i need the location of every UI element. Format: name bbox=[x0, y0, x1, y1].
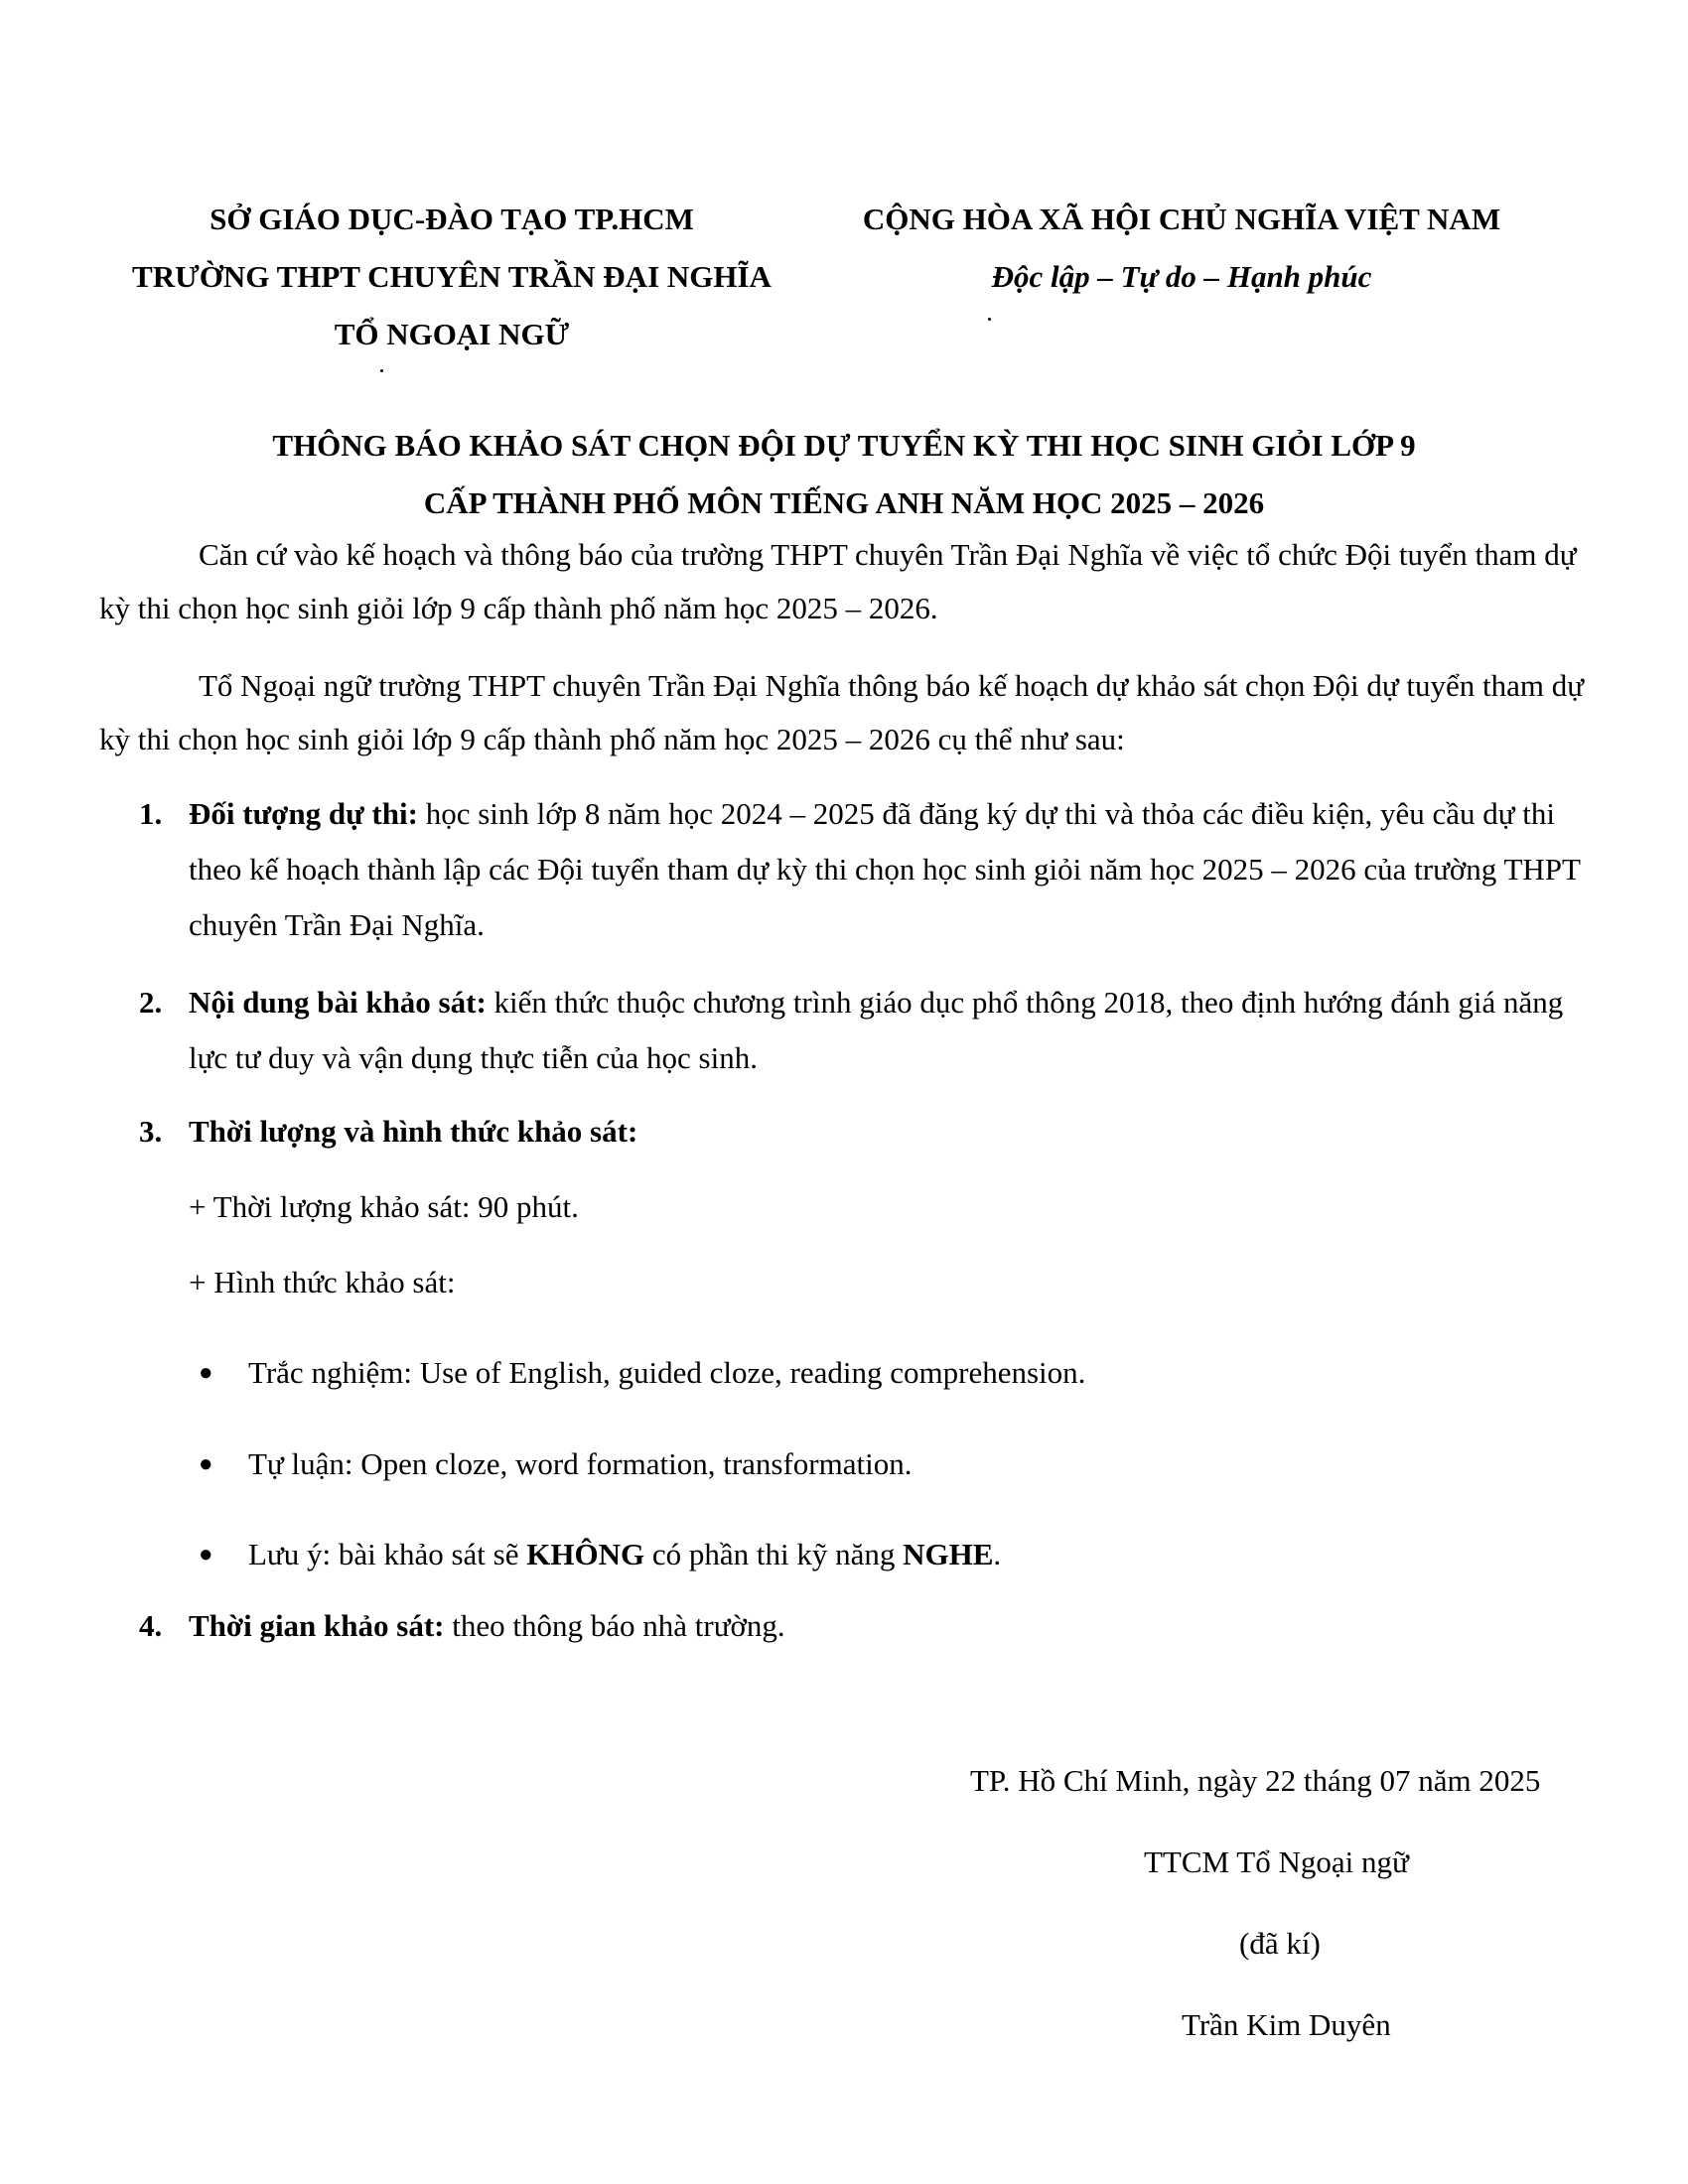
signer-position: TTCM Tổ Ngoại ngữ bbox=[1144, 1844, 1409, 1879]
bullet-dot-icon: ● bbox=[199, 1542, 213, 1568]
faculty-name: TỔ NGOẠI NGỮ bbox=[334, 317, 570, 351]
bullet-dot-icon: ● bbox=[199, 1360, 213, 1386]
national-motto: Độc lập – Tự do – Hạnh phúc bbox=[991, 259, 1372, 294]
bullet-emphasis-not: KHÔNG bbox=[526, 1537, 645, 1571]
item-number: 1. bbox=[139, 796, 163, 831]
item-label: Nội dung bài khảo sát: bbox=[189, 985, 487, 1020]
nation-name: CỘNG HÒA XÃ HỘI CHỦ NGHĨA VIỆT NAM bbox=[862, 202, 1501, 236]
bullet-dot-icon: ● bbox=[199, 1451, 213, 1477]
issuing-agency-header bbox=[94, 191, 809, 363]
bullet-emphasis-listening: NGHE bbox=[903, 1537, 994, 1571]
bullet-text: Tự luận: Open cloze, word formation, transformation. bbox=[248, 1446, 913, 1481]
list-item-1 bbox=[139, 786, 1589, 953]
title-line-1: THÔNG BÁO KHẢO SÁT CHỌN ĐỘI DỰ TUYỂN KỲ THI HỌC SINH GIỎI LỚP 9 bbox=[272, 428, 1416, 463]
place-and-date: TP. Hồ Chí Minh, ngày 22 tháng 07 năm 2025 bbox=[970, 1763, 1541, 1798]
item-text: học sinh lớp 8 năm học 2024 – 2025 đã đăng ký dự thi và thỏa các điều kiện, yêu cầu dự thi theo kế hoạch thành lập các Đội tuyển tham dự kỳ thi chọn học sinh giỏi năm học 2025 – 2026 của trường THPT chuyên Trần Đại Nghĩa. bbox=[189, 796, 1581, 942]
list-item-2 bbox=[139, 975, 1589, 1086]
item-text: kiến thức thuộc chương trình giáo dục phổ thông 2018, theo định hướng đánh giá năng lực tư duy và vận dụng thực tiễn của học sinh. bbox=[189, 985, 1564, 1075]
bullet-item-2 bbox=[199, 1436, 913, 1492]
item-label: Thời lượng và hình thức khảo sát: bbox=[189, 1114, 638, 1149]
school-name: TRƯỜNG THPT CHUYÊN TRẦN ĐẠI NGHĨA bbox=[132, 259, 772, 294]
department-name: SỞ GIÁO DỤC-ĐÀO TẠO TP.HCM bbox=[210, 202, 694, 236]
item-number: 3. bbox=[139, 1114, 163, 1149]
item-text: theo thông báo nhà trường. bbox=[444, 1608, 785, 1643]
header-dot-left bbox=[380, 369, 383, 372]
bullet-text: Trắc nghiệm: Use of English, guided cloze, reading comprehension. bbox=[248, 1355, 1086, 1390]
signer-name: Trần Kim Duyên bbox=[1182, 2007, 1391, 2042]
item-label: Đối tượng dự thi: bbox=[189, 796, 418, 831]
bullet-item-3 bbox=[199, 1527, 1002, 1582]
item-number: 2. bbox=[139, 985, 163, 1020]
bullet-item-1 bbox=[199, 1345, 1086, 1401]
duration-line: + Thời lượng khảo sát: 90 phút. bbox=[189, 1189, 579, 1224]
national-header bbox=[824, 191, 1539, 306]
header-dot-right bbox=[988, 318, 991, 321]
intro-paragraph-1: Căn cứ vào kế hoạch và thông báo của trường THPT chuyên Trần Đại Nghĩa về việc tổ chức Đội tuyển tham dự kỳ thi chọn học sinh giỏi lớp 9 cấp thành phố năm học 2025 – 2026. bbox=[99, 537, 1577, 625]
item-number: 4. bbox=[139, 1608, 163, 1643]
signed-note: (đã kí) bbox=[1239, 1926, 1321, 1961]
bullet-text-end: . bbox=[993, 1537, 1002, 1571]
title-line-2: CẤP THÀNH PHỐ MÔN TIẾNG ANH NĂM HỌC 2025 – 2026 bbox=[423, 485, 1265, 520]
document-title bbox=[94, 417, 1594, 532]
list-item-4 bbox=[139, 1598, 1589, 1654]
bullet-text-pre: Lưu ý: bài khảo sát sẽ bbox=[248, 1537, 527, 1571]
intro-paragraph-2: Tổ Ngoại ngữ trường THPT chuyên Trần Đại Nghĩa thông báo kế hoạch dự khảo sát chọn Đội dự tuyển tham dự kỳ thi chọn học sinh giỏi lớp 9 cấp thành phố năm học 2025 – 2026 cụ thể như sau: bbox=[99, 668, 1585, 756]
item-label: Thời gian khảo sát: bbox=[189, 1608, 445, 1643]
format-label: + Hình thức khảo sát: bbox=[189, 1265, 456, 1299]
list-item-3 bbox=[139, 1104, 1589, 1160]
bullet-text-mid: có phần thi kỹ năng bbox=[644, 1537, 904, 1571]
